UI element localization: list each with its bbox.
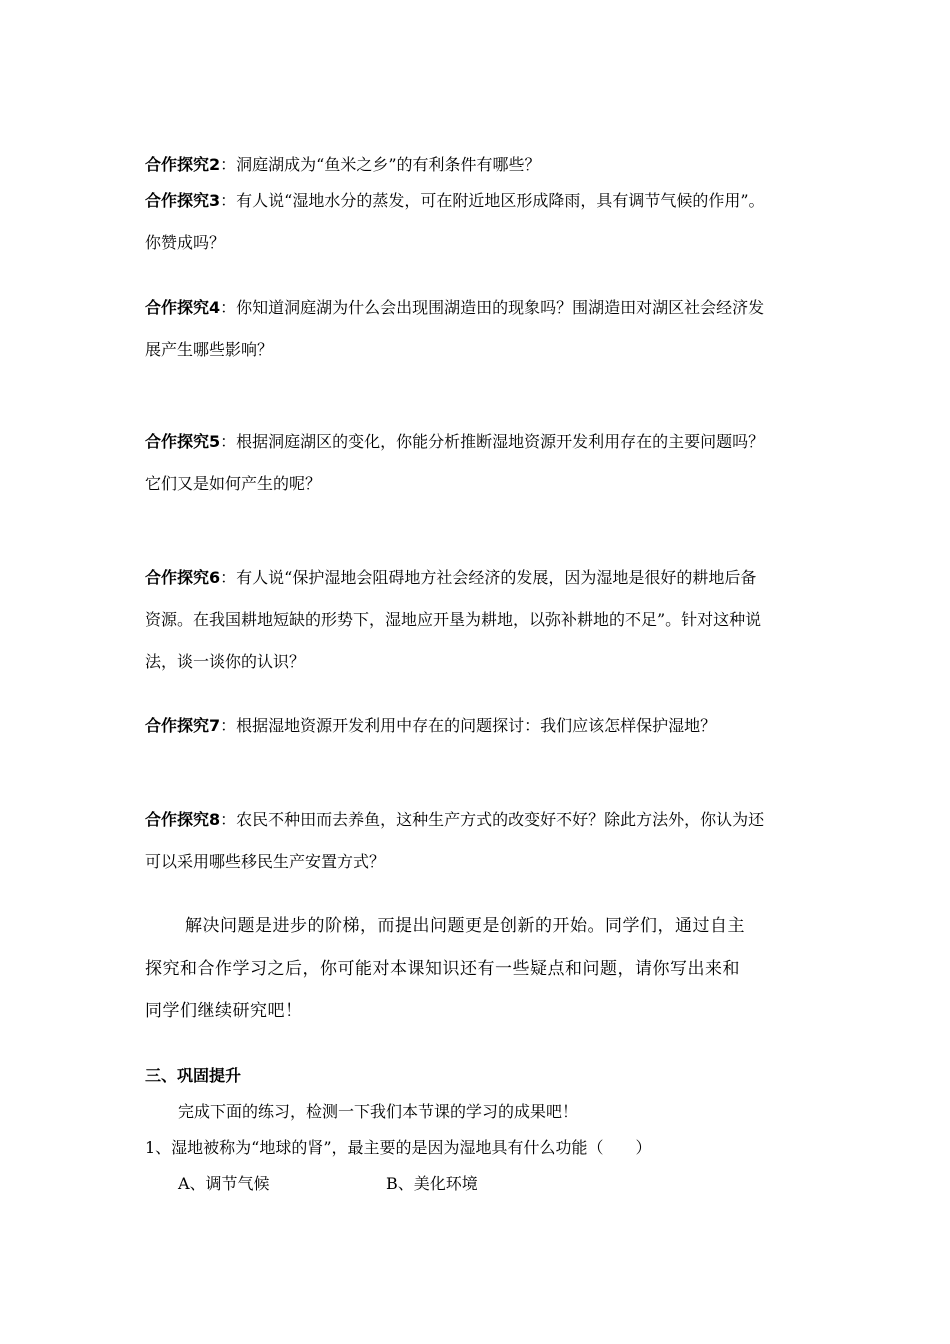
section-intro: 完成下面的练习，检测一下我们本节课的学习的成果吧！ xyxy=(178,1102,579,1121)
exploration-6-line-3: 法，谈一谈你的认识？ xyxy=(145,652,306,671)
exploration-4-label: 合作探究4 xyxy=(145,298,221,317)
exploration-5-line-2: 它们又是如何产生的呢？ xyxy=(145,474,322,493)
exploration-3-label: 合作探究3 xyxy=(145,191,221,210)
exploration-6-label: 合作探究6 xyxy=(145,568,221,587)
exploration-2-line-1 xyxy=(145,154,541,176)
exploration-3-line-1 xyxy=(145,190,765,212)
exploration-3-text: ：有人说“湿地水分的蒸发，可在附近地区形成降雨，具有调节气候的作用”。 xyxy=(220,191,765,210)
exploration-6-line-1 xyxy=(145,567,756,589)
exploration-2-label: 合作探究2 xyxy=(145,155,221,174)
exploration-8-text: ：农民不种田而去养鱼，这种生产方式的改变好不好？除此方法外，你认为还 xyxy=(220,810,765,829)
exploration-6-line-2: 资源。在我国耕地短缺的形势下，湿地应开垦为耕地，以弥补耕地的不足”。针对这种说 xyxy=(145,610,762,629)
exploration-8-line-1 xyxy=(145,809,764,831)
option-a: A、调节气候 xyxy=(178,1174,270,1193)
exploration-4-line-2: 展产生哪些影响？ xyxy=(145,340,274,359)
exploration-3-line-2: 你赞成吗？ xyxy=(145,233,226,252)
exploration-7-line-1 xyxy=(145,715,716,737)
exploration-5-line-1 xyxy=(145,431,764,453)
exploration-5-label: 合作探究5 xyxy=(145,432,221,451)
intro-line-1: 解决问题是进步的阶梯，而提出问题更是创新的开始。同学们，通过自主 xyxy=(185,916,745,936)
section-title: 三、巩固提升 xyxy=(145,1066,242,1085)
option-b: B、美化环境 xyxy=(386,1174,478,1193)
exploration-4-text: ：你知道洞庭湖为什么会出现围湖造田的现象吗？围湖造田对湖区社会经济发 xyxy=(220,298,765,317)
exploration-4-line-1 xyxy=(145,297,764,319)
exploration-7-text: ：根据湿地资源开发利用中存在的问题探讨：我们应该怎样保护湿地？ xyxy=(220,716,717,735)
exploration-2-text: ：洞庭湖成为“鱼米之乡”的有利条件有哪些？ xyxy=(220,155,541,174)
intro-line-3: 同学们继续研究吧！ xyxy=(145,1001,303,1021)
intro-line-2: 探究和合作学习之后，你可能对本课知识还有一些疑点和问题，请你写出来和 xyxy=(145,959,740,979)
exploration-6-text: ：有人说“保护湿地会阻碍地方社会经济的发展，因为湿地是很好的耕地后备 xyxy=(220,568,757,587)
exploration-8-label: 合作探究8 xyxy=(145,810,221,829)
exploration-7-label: 合作探究7 xyxy=(145,716,221,735)
question-1: 1、湿地被称为“地球的肾”，最主要的是因为湿地具有什么功能（ ） xyxy=(145,1138,652,1157)
exploration-8-line-2: 可以采用哪些移民生产安置方式？ xyxy=(145,852,386,871)
exploration-5-text: ：根据洞庭湖区的变化，你能分析推断湿地资源开发利用存在的主要问题吗？ xyxy=(220,432,765,451)
